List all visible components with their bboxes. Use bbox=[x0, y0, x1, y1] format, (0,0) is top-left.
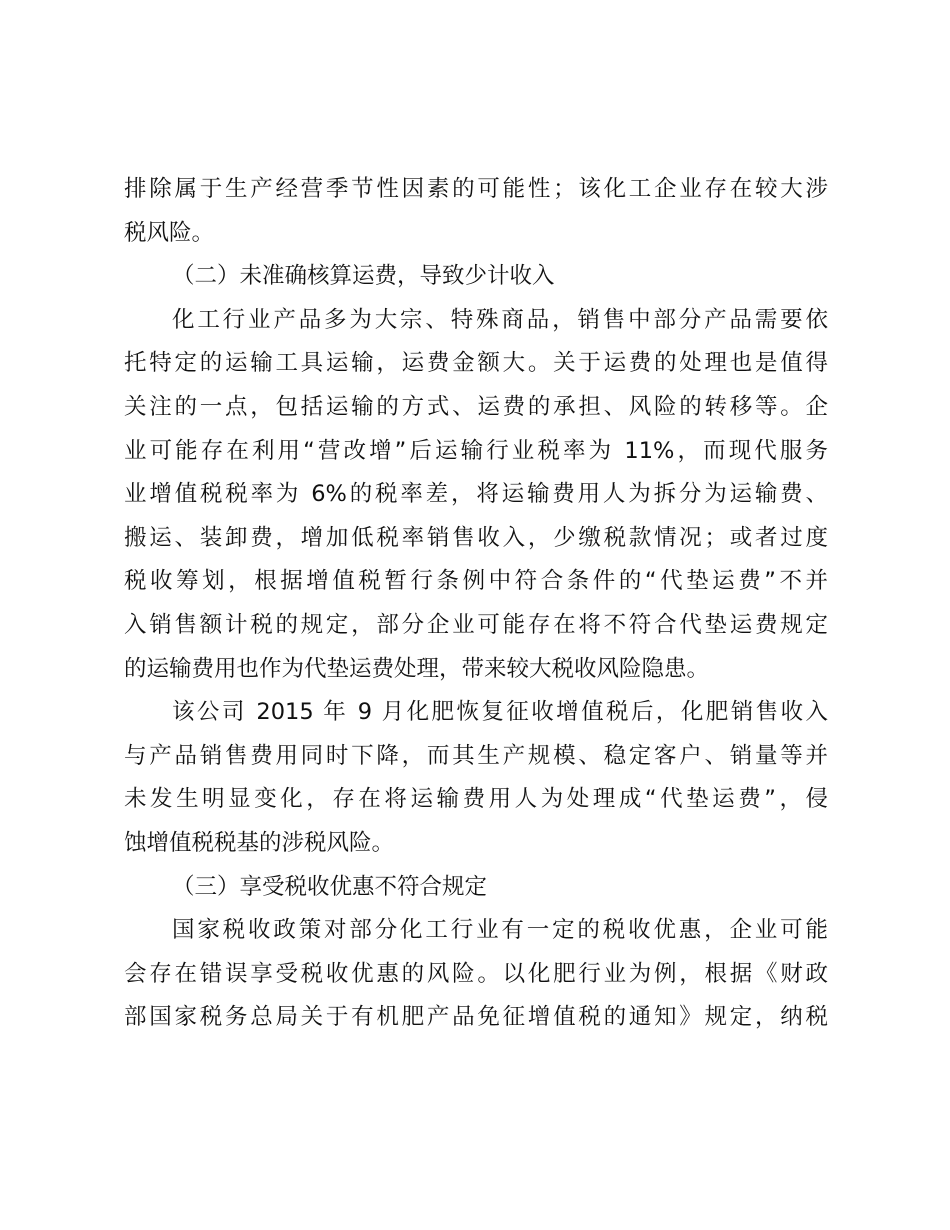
text-line: 搬运、装卸费，增加低税率销售收入，少缴税款情况；或者过度 bbox=[124, 524, 828, 551]
text-line: 托特定的运输工具运输，运费金额大。关于运费的处理也是值得 bbox=[124, 350, 828, 377]
section-heading: （三）享受税收优惠不符合规定 bbox=[172, 873, 488, 900]
text-line: 税收筹划，根据增值税暂行条例中符合条件的“代垫运费”不并 bbox=[124, 568, 828, 595]
text-line: 化工行业产品多为大宗、特殊商品，销售中部分产品需要依 bbox=[172, 306, 828, 333]
text-line: 的运输费用也作为代垫运费处理，带来较大税收风险隐患。 bbox=[124, 655, 710, 682]
section-heading: （二）未准确核算运费，导致少计收入 bbox=[172, 263, 555, 290]
document-body bbox=[124, 168, 828, 1040]
text-line: 未发生明显变化，存在将运输费用人为处理成“代垫运费”，侵 bbox=[124, 786, 828, 813]
text-line: 部国家税务总局关于有机肥产品免征增值税的通知》规定，纳税 bbox=[124, 1004, 828, 1031]
text-line: 入销售额计税的规定，部分企业可能存在将不符合代垫运费规定 bbox=[124, 611, 828, 638]
text-line: 业可能存在利用“营改增”后运输行业税率为 11%，而现代服务 bbox=[124, 437, 828, 464]
text-line: 业增值税税率为 6%的税率差，将运输费用人为拆分为运输费、 bbox=[124, 481, 828, 508]
text-line: 与产品销售费用同时下降，而其生产规模、稳定客户、销量等并 bbox=[124, 742, 828, 769]
text-line: 蚀增值税税基的涉税风险。 bbox=[124, 829, 395, 856]
text-line: 排除属于生产经营季节性因素的可能性；该化工企业存在较大涉 bbox=[124, 176, 828, 202]
text-line: 税风险。 bbox=[124, 219, 215, 246]
text-line: 该公司 2015 年 9 月化肥恢复征收增值税后，化肥销售收入 bbox=[172, 699, 828, 726]
text-line: 会存在错误享受税收优惠的风险。以化肥行业为例，根据《财政 bbox=[124, 960, 828, 987]
text-line: 关注的一点，包括运输的方式、运费的承担、风险的转移等。企 bbox=[124, 393, 828, 420]
text-line: 国家税收政策对部分化工行业有一定的税收优惠，企业可能 bbox=[172, 917, 828, 944]
